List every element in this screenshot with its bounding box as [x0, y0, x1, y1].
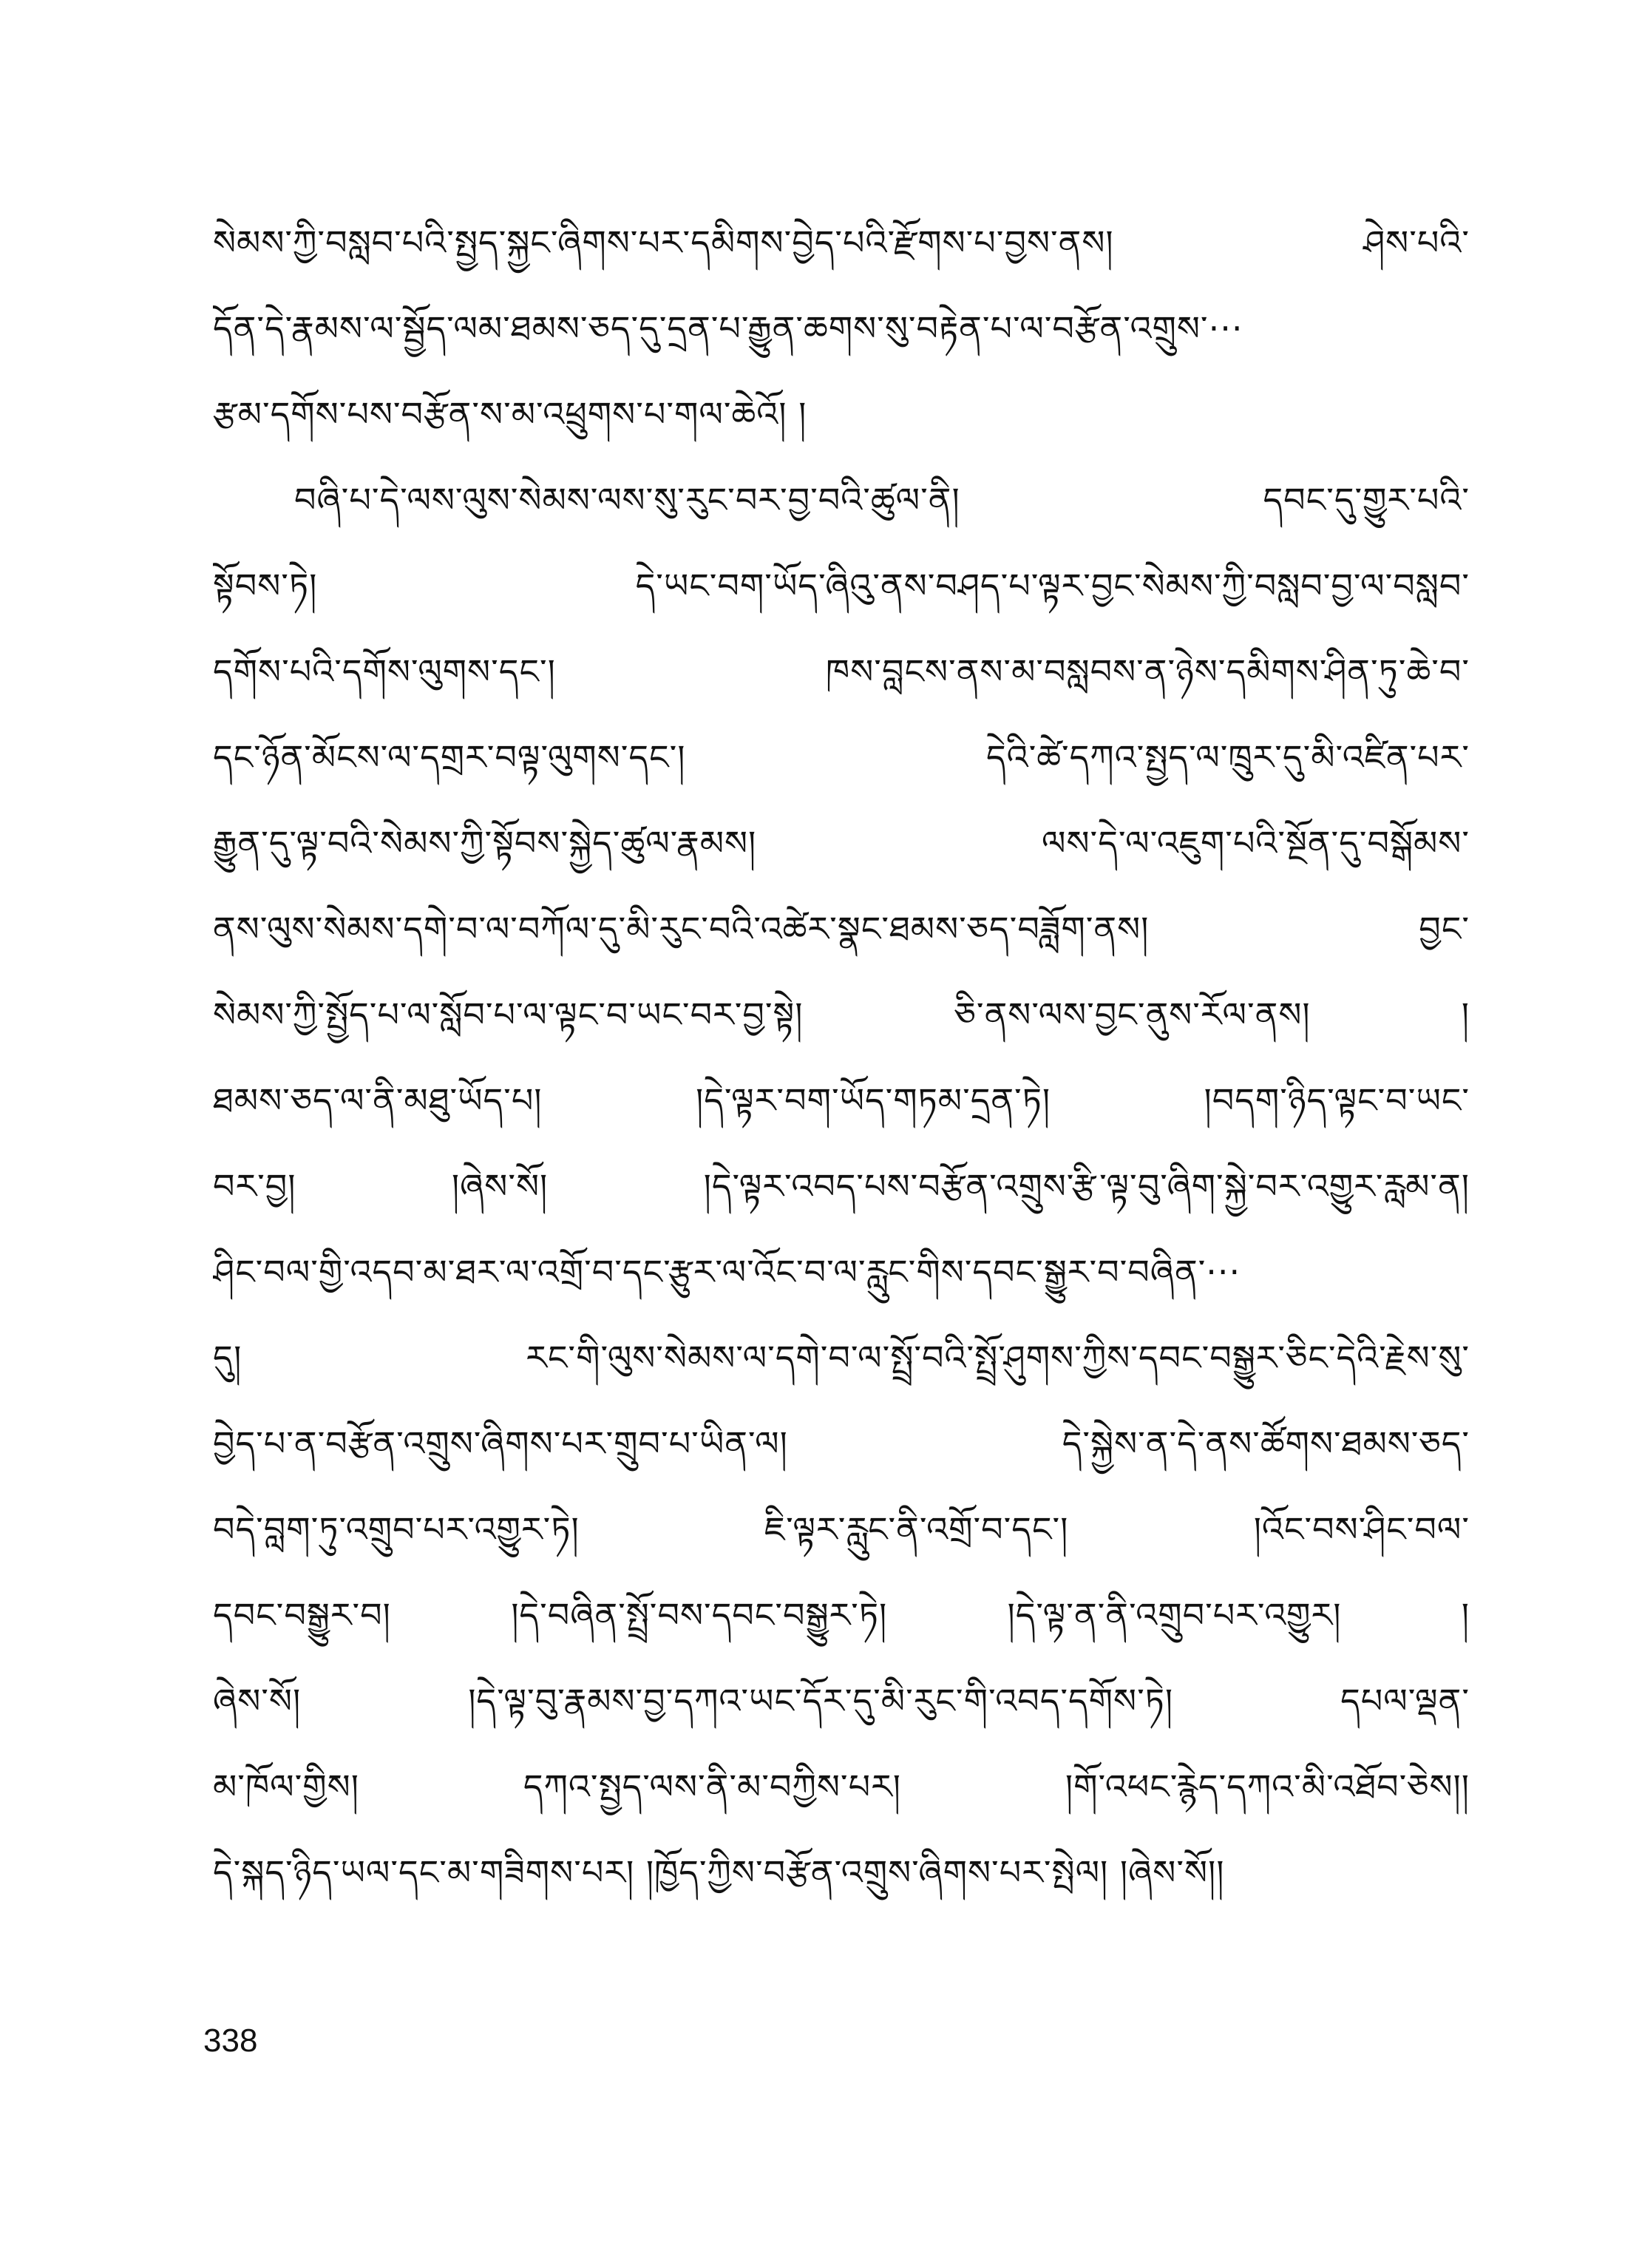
text-line: དབང་བསྒྱུར་བ། །དེ་བཞིན་སྤྲོ་བས་དབང་བསྒྱུར་ཏེ། །དེ་ལྟ་ན་ནི་འགྲུབ་པར་འགྱུར། ། — [213, 1595, 1470, 1635]
text-line: ཐམས་ཅད་ལ་ནི་མཐུ་ཡོད་པ། །དེ་ལྟར་བག་ཡོད་གཏམ་དྲན་ཏེ། །བདག་ཉིད་ལྟང་བ་ཡང་ — [213, 1080, 1470, 1120]
text-line: མ་ཁོལ་གྱིས། དཀའ་སྤྱད་ལས་ནི་མ་བཀྱིས་པར། །གོ་འཕང་རྙེད་དཀའ་མི་འཐོབ་ཅེས།། — [213, 1767, 1470, 1807]
page-number: 338 — [203, 2022, 258, 2059]
text-line: རྒྱུན་དུ་ལྟ་བའི་སེམས་ཀྱི་སྟོབས་སྐྱེད་ཚུལ་རྣམས། ལས་དེ་ལ་འཇུག་པའི་སྔོན་དུ་བསྒོམས་ — [213, 823, 1470, 863]
text-line: བར་བྱ། །ཞེས་སོ། །དེ་ལྟར་འབད་པས་བརྩོན་འགྲུས་རྩི་ལྟ་བུ་ཞིག་སྐྱེ་བར་འགྱུར་རླམ་ན། — [213, 1166, 1470, 1206]
text-line: བྱེད་པ་ན་བརྩོན་འགྲུས་ཞིགས་པར་གྲུབ་པ་ཡིན་ལ། དེ་སྐྱེས་ན་དེ་ནས་ཚོགས་ཐམས་ཅད་ — [213, 1424, 1470, 1463]
tibetan-text-body — [213, 200, 1470, 1915]
text-line: དུ། རང་གི་ལུས་སེམས་ལ་དགེ་བ་ལ་སྤྲོ་བའི་སྤྲོ་ཤུགས་ཀྱིས་དབང་བསྒྱུར་ཅིང་དེའི་རྗེས་སུ་ — [213, 1338, 1470, 1378]
text-line: སེམས་ཀྱི་བསླབ་པའི་སྤྱད་སྐྱང་ཞིགས་པར་དམིགས་བྱེད་པའི་རྫོགས་པ་བྱས་ནས། ཤེས་པའི་ — [213, 223, 1470, 263]
text-line: དང་ཉོན་མོངས་ལ་དགྲར་བལྟ་ལུགས་དང་། དེའི་ཚེ་དཀའ་སྤྱད་ལ་ཁྲུར་དུ་མི་འཛིན་པར་ — [213, 737, 1470, 777]
text-line: རྩམ་དགོས་པས་བརྩོན་ས་མ་འཕྲུགས་པ་གལ་ཆེའོ། ། — [213, 394, 807, 434]
text-line: ཞེས་སོ། །དེ་ལྟ་བུ་རྣམས་བྱ་དཀའ་ཡང་དོར་དུ་མི་རུང་གི་འབད་དགོས་ཏེ། དཔལ་ལྡན་ — [213, 1681, 1470, 1721]
text-line: དགོས་པའི་དགོས་ལུགས་དང་། ཁས་བླངས་ནས་མ་བསླབས་ན་ཉེས་དམིགས་ཤིན་ཏུ་ཆེ་བ་ — [213, 651, 1470, 691]
text-line: དེ་སྐད་ཉིད་ཡལ་དང་མ་གཟིགས་པར། །ཁྱོད་ཀྱིས་བརྩོན་འགྲུས་ཞིགས་པར་སྤེལ། །ཞེས་སོ།། — [213, 1852, 1225, 1892]
text-line: ཤིང་བལ་གྱི་འདབ་མ་ཐར་ལ་འགྲོ་བ་དང་རྩུར་ལ་འོང་བ་ལ་རླུང་གིས་དབང་སྒྱུར་བ་བཞིན་··· — [213, 1252, 1241, 1292]
text-line: སེམས་ཀྱི་སྤྱོད་པ་ལ་སློབ་པ་ལ་ལྟང་བ་ཡང་བར་བྱ་སྟེ། ཅི་ནས་ལས་བྱང་ནུས་རོལ་ནས། ། — [213, 995, 1470, 1035]
text-line: དོན་དེ་རྣམས་ལ་སྦྱོད་ལམ་ཐམས་ཅད་དུ་དྲན་པ་རྒྱུན་ཆགས་སུ་བརྟེན་པ་ལ་བརྩོན་འགྲུས་··· — [213, 308, 1243, 348]
text-line: ནས་ལུས་སེམས་དགེ་བ་ལ་བཀོལ་དུ་མི་རུང་བའི་འཚེར་སྣང་ཐམས་ཅད་བཟློག་ནས། བྱང་ — [213, 909, 1470, 949]
text-line: སྟོབས་ཏེ། དེ་ཡང་བག་ཡོད་ཞིའུ་ནས་བཤད་པ་ལྟར་བྱང་སེམས་ཀྱི་བསླབ་བྱ་ལ་བསླབ་ — [213, 566, 1470, 606]
text-line: བཞི་པ་དེ་ལས་ལུས་སེམས་ལས་སུ་རུང་བར་བྱ་བའི་ཚུལ་ནི། དབང་དུ་གྱུར་པའི་ — [294, 480, 1470, 520]
text-line: བདེ་བླག་ཏུ་འགྲུབ་པར་འགྱུར་ཏེ། ཇི་ལྟར་རླུང་ནི་འགྲོ་བ་དང་། །འོང་བས་ཤིང་བལ་ — [213, 1509, 1470, 1549]
